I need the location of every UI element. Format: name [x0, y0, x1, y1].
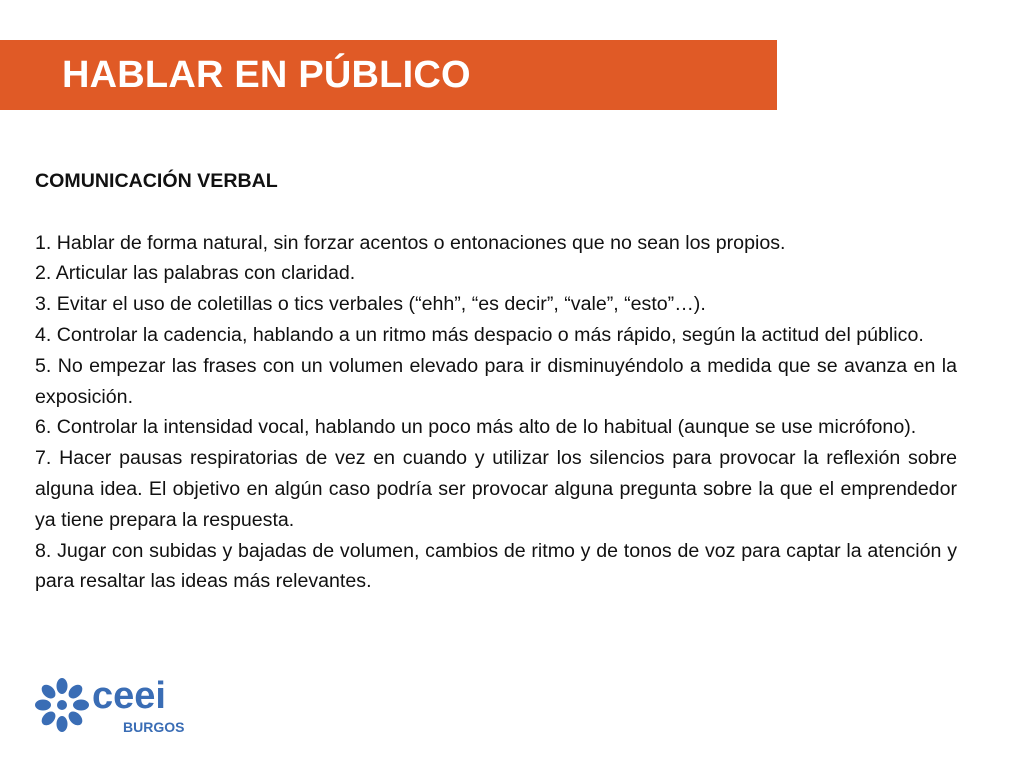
list-item: 3. Evitar el uso de coletillas o tics verbales (“ehh”, “es decir”, “vale”, “esto”…). — [35, 293, 706, 316]
spacer — [35, 197, 957, 228]
list-item: 1. Hablar de forma natural, sin forzar acentos o entonaciones que no sean los propios. — [35, 231, 786, 254]
swirl-emblem-icon — [35, 678, 89, 732]
list-item: 8. Jugar con subidas y bajadas de volumen, cambios de ritmo y de tonos de voz para captar la atención y para resaltar las ideas más relevantes. — [35, 539, 957, 593]
logo-subtitle: BURGOS — [123, 719, 185, 735]
logo-wordmark: ceei — [92, 675, 166, 717]
ceei-burgos-logo — [32, 672, 202, 738]
ceei-logo-graphic — [32, 672, 202, 738]
list-item: 5. No empezar las frases con un volumen elevado para ir disminuyéndolo a medida que se avanza en la exposición. — [35, 354, 957, 408]
section-heading: COMUNICACIÓN VERBAL — [35, 170, 278, 192]
tips-list — [35, 228, 957, 598]
slide-content — [35, 166, 957, 597]
title-bar — [0, 40, 777, 110]
list-item: 2. Articular las palabras con claridad. — [35, 262, 356, 285]
list-item: 7. Hacer pausas respiratorias de vez en cuando y utilizar los silencios para provocar la reflexión sobre alguna idea. El objetivo en algún caso podría ser provocar alguna pregunta sobre la que el emprendedor ya tiene prepara la respuesta. — [35, 447, 957, 531]
list-item: 6. Controlar la intensidad vocal, hablando un poco más alto de lo habitual (aunque se use micrófono). — [35, 416, 917, 439]
page-title: HABLAR EN PÚBLICO — [62, 54, 471, 96]
list-item: 4. Controlar la cadencia, hablando a un ritmo más despacio o más rápido, según la actitud del público. — [35, 323, 924, 346]
